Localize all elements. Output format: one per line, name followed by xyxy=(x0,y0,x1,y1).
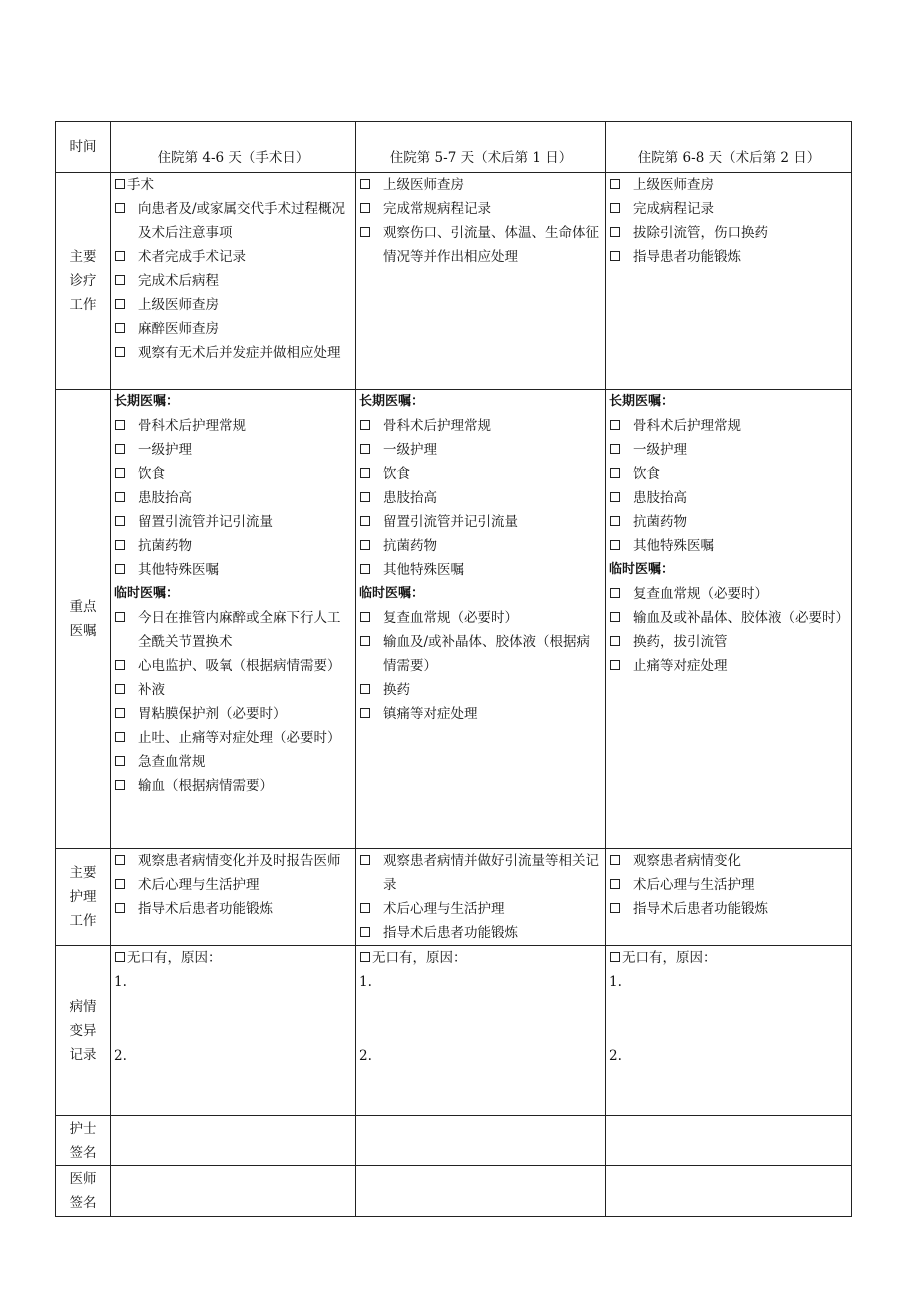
checklist-item xyxy=(359,849,603,897)
checkbox-icon[interactable] xyxy=(360,203,370,213)
checklist-item xyxy=(609,438,849,462)
checklist-item-text: 抗菌药物 xyxy=(383,538,437,554)
nurse-sign-day2[interactable] xyxy=(356,1116,606,1166)
checklist-item-text: 观察患者病情变化并及时报告医师 xyxy=(138,853,341,869)
checklist-item-text: 其他特殊医嘱 xyxy=(138,562,219,578)
checklist-item-text: 上级医师查房 xyxy=(633,177,714,193)
doctor-sign-day2[interactable] xyxy=(356,1166,606,1217)
checklist-item xyxy=(609,630,849,654)
long-term-orders-heading: 长期医嘱： xyxy=(114,394,180,409)
checklist-item xyxy=(114,726,353,750)
orders-label: 重点医嘱 xyxy=(56,390,111,849)
checklist-item xyxy=(609,849,849,873)
checklist-item-text: 骨科术后护理常规 xyxy=(633,418,741,434)
checkbox-icon[interactable] xyxy=(610,444,620,454)
checklist-item-text: 一级护理 xyxy=(633,442,687,458)
checklist-item xyxy=(609,897,849,921)
checkbox-icon[interactable] xyxy=(115,756,125,766)
checkbox-icon[interactable] xyxy=(610,612,620,622)
checkbox-icon[interactable] xyxy=(115,732,125,742)
checklist-item xyxy=(609,873,849,897)
checkbox-icon[interactable] xyxy=(360,903,370,913)
checklist-item-text: 骨科术后护理常规 xyxy=(383,418,491,434)
checklist-item xyxy=(114,897,353,921)
temporary-orders-heading: 临时医嘱： xyxy=(114,586,180,601)
checklist-item-text: 观察有无术后并发症并做相应处理 xyxy=(138,345,341,361)
doctor-sign-day1[interactable] xyxy=(111,1166,356,1217)
checkbox-icon[interactable] xyxy=(610,227,620,237)
checklist-item-text: 换药，拔引流管 xyxy=(633,634,728,650)
checklist-item xyxy=(609,245,849,269)
checklist-item-text: 输血及或补晶体、胶体液（必要时） xyxy=(633,610,849,626)
checklist-item-text: 指导术后患者功能锻炼 xyxy=(138,901,273,917)
checklist-item xyxy=(359,630,603,678)
checklist-item xyxy=(114,462,353,486)
variance-day1: 无口有，原因： 1. 2. xyxy=(111,946,356,1116)
long-term-orders-heading: 长期医嘱： xyxy=(359,394,425,409)
main-work-day3 xyxy=(606,173,852,390)
checklist-item xyxy=(359,173,603,197)
checklist-item-text: 术者完成手术记录 xyxy=(138,249,246,265)
checkbox-icon[interactable] xyxy=(115,903,125,913)
checkbox-icon[interactable] xyxy=(115,275,125,285)
checklist-item xyxy=(609,221,849,245)
day-header-2: 住院第 5-7 天（术后第 1 日） xyxy=(356,122,606,173)
nurse-sign-day1[interactable] xyxy=(111,1116,356,1166)
checklist-item-text: 止吐、止痛等对症处理（必要时） xyxy=(138,730,341,746)
doctor-sign-label: 医师签名 xyxy=(56,1166,111,1217)
checkbox-icon[interactable] xyxy=(360,492,370,502)
checkbox-icon[interactable] xyxy=(610,660,620,670)
main-work-label: 主要诊疗工作 xyxy=(56,173,111,390)
checklist-item xyxy=(609,654,849,678)
orders-day3 xyxy=(606,390,852,849)
variance-day3: 无口有，原因： 1. 2. xyxy=(606,946,852,1116)
orders-day2 xyxy=(356,390,606,849)
checkbox-icon[interactable] xyxy=(360,952,370,962)
checklist-item-text: 完成病程记录 xyxy=(633,201,714,217)
checklist-item xyxy=(114,678,353,702)
checklist-item-text: 完成术后病程 xyxy=(138,273,219,289)
header-row xyxy=(56,122,852,173)
checklist-item xyxy=(359,414,603,438)
checklist-item xyxy=(114,849,353,873)
checklist-item xyxy=(359,897,603,921)
checklist-item xyxy=(114,317,353,341)
day-header-3: 住院第 6-8 天（术后第 2 日） xyxy=(606,122,852,173)
checklist-item-text: 指导患者功能锻炼 xyxy=(633,249,741,265)
checkbox-icon[interactable] xyxy=(360,612,370,622)
checklist-item xyxy=(114,197,353,245)
checklist-item-text: 抗菌药物 xyxy=(633,514,687,530)
checklist-item xyxy=(609,510,849,534)
checkbox-icon[interactable] xyxy=(610,952,620,962)
checklist-item xyxy=(359,702,603,726)
checklist-item-text: 饮食 xyxy=(633,466,660,482)
checklist-item-text: 上级医师查房 xyxy=(383,177,464,193)
checkbox-icon[interactable] xyxy=(360,516,370,526)
checkbox-icon[interactable] xyxy=(610,179,620,189)
checkbox-icon[interactable] xyxy=(360,708,370,718)
checklist-item-text: 抗菌药物 xyxy=(138,538,192,554)
checklist-item-text: 患肢抬高 xyxy=(383,490,437,506)
checklist-item xyxy=(359,197,603,221)
checklist-item-text: 手术 xyxy=(127,177,154,193)
checklist-item-text: 换药 xyxy=(383,682,410,698)
temporary-orders-heading: 临时医嘱： xyxy=(609,562,675,577)
nursing-day1 xyxy=(111,849,356,946)
checkbox-icon[interactable] xyxy=(115,612,125,622)
checklist-item-text: 输血（根据病情需要） xyxy=(138,778,273,794)
nurse-sign-day3[interactable] xyxy=(606,1116,852,1166)
variance-day2: 无口有，原因： 1. 2. xyxy=(356,946,606,1116)
checklist-item xyxy=(359,510,603,534)
checkbox-icon[interactable] xyxy=(360,564,370,574)
checkbox-icon[interactable] xyxy=(610,251,620,261)
checklist-item xyxy=(114,438,353,462)
checkbox-icon[interactable] xyxy=(360,227,370,237)
nurse-sign-label: 护士签名 xyxy=(56,1116,111,1166)
checklist-item-text: 术后心理与生活护理 xyxy=(633,877,755,893)
checkbox-icon[interactable] xyxy=(115,492,125,502)
checklist-item-text: 镇痛等对症处理 xyxy=(383,706,478,722)
checklist-item-text: 胃粘膜保护剂（必要时） xyxy=(138,706,287,722)
checklist-item xyxy=(114,341,353,365)
checklist-item-text: 留置引流管并记引流量 xyxy=(383,514,518,530)
checklist-item xyxy=(114,558,353,582)
checklist-item xyxy=(114,414,353,438)
checklist-item xyxy=(359,221,603,269)
checklist-item-text: 骨科术后护理常规 xyxy=(138,418,246,434)
checklist-item-text: 向患者及/或家属交代手术过程概况及术后注意事项 xyxy=(138,201,346,241)
checklist-item-text: 患肢抬高 xyxy=(138,490,192,506)
orders-row xyxy=(56,390,852,849)
variance-row xyxy=(56,946,852,1116)
checklist-item-text: 今日在推管内麻醉或全麻下行人工全酰关节置换术 xyxy=(138,610,341,650)
checklist-item-text: 复查血常规（必要时） xyxy=(383,610,518,626)
checkbox-icon[interactable] xyxy=(115,660,125,670)
main-work-day1 xyxy=(111,173,356,390)
checkbox-icon[interactable] xyxy=(360,855,370,865)
checkbox-icon[interactable] xyxy=(610,879,620,889)
checklist-item-text: 一级护理 xyxy=(138,442,192,458)
checkbox-icon[interactable] xyxy=(610,468,620,478)
checklist-item-text: 其他特殊医嘱 xyxy=(633,538,714,554)
checklist-item xyxy=(359,678,603,702)
checklist-item-text: 术后心理与生活护理 xyxy=(383,901,505,917)
checklist-item-text: 观察患者病情并做好引流量等相关记录 xyxy=(383,853,599,893)
checkbox-icon[interactable] xyxy=(360,179,370,189)
checklist-item xyxy=(114,293,353,317)
checklist-item xyxy=(114,606,353,654)
checklist-item xyxy=(359,606,603,630)
checklist-item-text: 患肢抬高 xyxy=(633,490,687,506)
nursing-day3 xyxy=(606,849,852,946)
checkbox-icon[interactable] xyxy=(610,540,620,550)
checklist-item xyxy=(609,606,849,630)
checklist-item xyxy=(359,558,603,582)
nursing-label: 主要护理工作 xyxy=(56,849,111,946)
checklist-item xyxy=(114,486,353,510)
checklist-item-text: 指导术后患者功能锻炼 xyxy=(383,925,518,941)
checkbox-icon[interactable] xyxy=(360,420,370,430)
checklist-item xyxy=(114,702,353,726)
checklist-item xyxy=(114,873,353,897)
checklist-item-text: 复查血常规（必要时） xyxy=(633,586,768,602)
doctor-sign-row xyxy=(56,1166,852,1217)
checkbox-icon[interactable] xyxy=(115,855,125,865)
checklist-item-text: 急查血常规 xyxy=(138,754,206,770)
checklist-item xyxy=(609,582,849,606)
checkbox-icon[interactable] xyxy=(115,203,125,213)
checkbox-icon[interactable] xyxy=(115,879,125,889)
checkbox-icon[interactable] xyxy=(115,420,125,430)
checkbox-icon[interactable] xyxy=(360,684,370,694)
variance-label: 病情变异记录 xyxy=(56,946,111,1116)
checklist-item-text: 上级医师查房 xyxy=(138,297,219,313)
checkbox-icon[interactable] xyxy=(115,347,125,357)
checkbox-icon[interactable] xyxy=(610,420,620,430)
checkbox-icon[interactable] xyxy=(610,855,620,865)
checkbox-icon[interactable] xyxy=(115,708,125,718)
checkbox-icon[interactable] xyxy=(115,468,125,478)
checklist-item xyxy=(114,654,353,678)
checklist-item xyxy=(114,534,353,558)
checkbox-icon[interactable] xyxy=(115,780,125,790)
checkbox-icon[interactable] xyxy=(610,203,620,213)
checkbox-icon[interactable] xyxy=(610,903,620,913)
checklist-item-text: 观察伤口、引流量、体温、生命体征情况等并作出相应处理 xyxy=(383,225,599,265)
checklist-item xyxy=(359,462,603,486)
checklist-item-text: 麻醉医师查房 xyxy=(138,321,219,337)
day-header-1: 住院第 4-6 天（手术日） xyxy=(111,122,356,173)
checkbox-icon[interactable] xyxy=(115,684,125,694)
checkbox-icon[interactable] xyxy=(610,516,620,526)
clinical-pathway-table xyxy=(55,121,852,1217)
checklist-item-text: 术后心理与生活护理 xyxy=(138,877,260,893)
checkbox-icon[interactable] xyxy=(115,564,125,574)
checklist-item xyxy=(114,510,353,534)
checklist-item xyxy=(609,173,849,197)
checklist-item-text: 补液 xyxy=(138,682,165,698)
checklist-item xyxy=(609,197,849,221)
checkbox-icon[interactable] xyxy=(360,540,370,550)
checklist-item xyxy=(114,750,353,774)
checkbox-icon[interactable] xyxy=(360,636,370,646)
checklist-item xyxy=(609,414,849,438)
long-term-orders-heading: 长期医嘱： xyxy=(609,394,675,409)
checklist-item xyxy=(114,269,353,293)
checklist-item xyxy=(359,486,603,510)
doctor-sign-day3[interactable] xyxy=(606,1166,852,1217)
checkbox-icon[interactable] xyxy=(610,588,620,598)
checkbox-icon[interactable] xyxy=(360,468,370,478)
checkbox-icon[interactable] xyxy=(115,516,125,526)
checkbox-icon[interactable] xyxy=(115,323,125,333)
checkbox-icon[interactable] xyxy=(360,927,370,937)
checklist-item xyxy=(609,486,849,510)
checkbox-icon[interactable] xyxy=(115,444,125,454)
checkbox-icon[interactable] xyxy=(115,540,125,550)
checklist-item-text: 其他特殊医嘱 xyxy=(383,562,464,578)
checklist-item-text: 饮食 xyxy=(138,466,165,482)
temporary-orders-heading: 临时医嘱： xyxy=(359,586,425,601)
checklist-item-text: 留置引流管并记引流量 xyxy=(138,514,273,530)
main-work-day2 xyxy=(356,173,606,390)
checklist-item xyxy=(359,534,603,558)
checklist-item-text: 完成常规病程记录 xyxy=(383,201,491,217)
checklist-item-text: 输血及/或补晶体、胶体液（根据病情需要） xyxy=(383,634,591,674)
checklist-item-text: 观察患者病情变化 xyxy=(633,853,741,869)
time-label: 时间 xyxy=(56,122,111,173)
checklist-item-text: 拔除引流管，伤口换药 xyxy=(633,225,768,241)
checkbox-icon[interactable] xyxy=(115,251,125,261)
nursing-day2 xyxy=(356,849,606,946)
nurse-sign-row xyxy=(56,1116,852,1166)
checklist-item xyxy=(359,438,603,462)
nursing-row xyxy=(56,849,852,946)
checkbox-icon[interactable] xyxy=(610,492,620,502)
checklist-item xyxy=(609,534,849,558)
checkbox-icon[interactable] xyxy=(115,952,125,962)
checkbox-icon[interactable] xyxy=(360,444,370,454)
checklist-item xyxy=(114,173,353,197)
checklist-item xyxy=(359,921,603,945)
checklist-item-text: 指导术后患者功能锻炼 xyxy=(633,901,768,917)
checklist-item-text: 心电监护、吸氧（根据病情需要） xyxy=(138,658,341,674)
checkbox-icon[interactable] xyxy=(115,179,125,189)
checkbox-icon[interactable] xyxy=(115,299,125,309)
checkbox-icon[interactable] xyxy=(610,636,620,646)
orders-day1 xyxy=(111,390,356,849)
checklist-item-text: 饮食 xyxy=(383,466,410,482)
checklist-item-text: 止痛等对症处理 xyxy=(633,658,728,674)
checklist-item-text: 一级护理 xyxy=(383,442,437,458)
main-work-row xyxy=(56,173,852,390)
checklist-item xyxy=(114,245,353,269)
checklist-item xyxy=(114,774,353,798)
checklist-item xyxy=(609,462,849,486)
